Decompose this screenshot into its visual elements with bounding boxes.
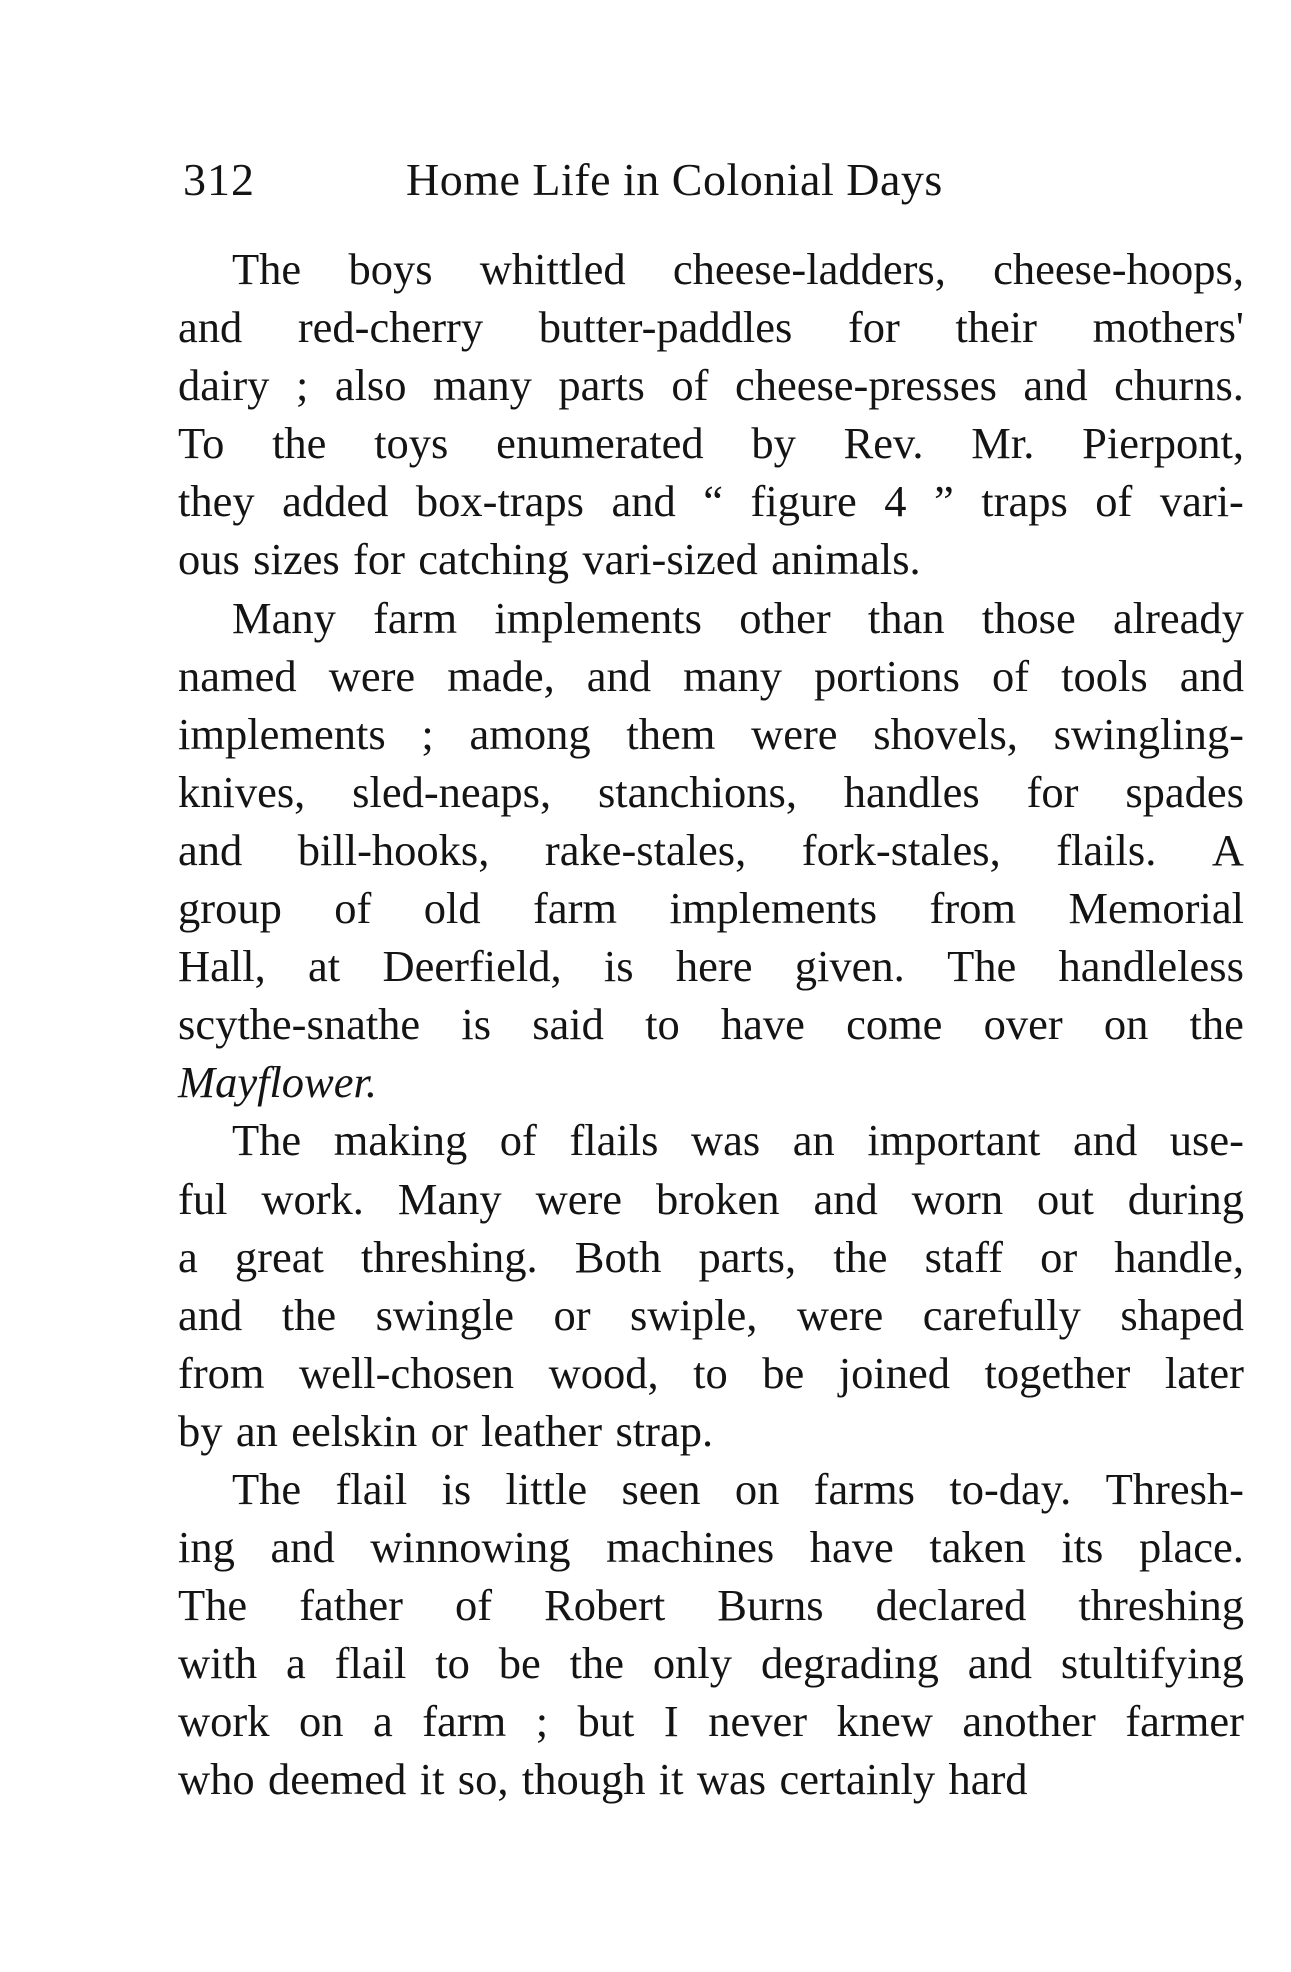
paragraph [178,1111,1244,1460]
paragraph [178,1460,1244,1809]
text-line: and red-cherry butter-paddles for their mothers' [178,302,1244,353]
text-line: The father of Robert Burns declared threshing [178,1580,1244,1631]
body-text [178,240,1244,1809]
page-number: 312 [183,154,255,205]
text-line: and bill-hooks, rake-stales, fork-stales, flails. A [178,824,1244,875]
text-line: Hall, at Deerfield, is here given. The handleless [178,941,1244,992]
text-line: scythe-snathe is said to have come over on the [178,999,1244,1050]
text-line: named were made, and many portions of tools and [178,650,1244,701]
paragraph [178,240,1244,589]
text-line: The flail is little seen on farms to-day. Thresh- [232,1463,1244,1514]
text-line: group of old farm implements from Memorial [178,883,1244,934]
text-line: ous sizes for catching vari-sized animals. [178,534,921,585]
text-line: and the swingle or swiple, were carefully shaped [178,1289,1244,1340]
text-line: with a flail to be the only degrading and stultifying [178,1638,1244,1689]
text-line: dairy ; also many parts of cheese-presses and churns. [178,360,1244,411]
text-line: ful work. Many were broken and worn out during [178,1173,1244,1224]
text-line: The making of flails was an important and use- [232,1115,1244,1166]
text-line: implements ; among them were shovels, swingling- [178,708,1244,759]
text-line: who deemed it so, though it was certainly hard [178,1754,1028,1805]
text-line: they added box-traps and “ figure 4 ” traps of vari- [178,476,1244,527]
text-line: Mayflower. [178,1057,377,1108]
paragraph [178,589,1244,1112]
text-line: Many farm implements other than those already [232,592,1244,643]
text-line: by an eelskin or leather strap. [178,1405,714,1456]
running-head [183,150,1043,210]
text-line: knives, sled-neaps, stanchions, handles for spades [178,766,1244,817]
text-line: a great threshing. Both parts, the staff or handle, [178,1231,1244,1282]
running-title: Home Life in Colonial Days [406,154,943,205]
text-line: The boys whittled cheese-ladders, cheese-hoops, [232,244,1244,294]
text-line: To the toys enumerated by Rev. Mr. Pierpont, [178,418,1244,469]
text-line: from well-chosen wood, to be joined together later [178,1347,1244,1398]
text-line: ing and winnowing machines have taken its place. [178,1522,1244,1573]
text-line: work on a farm ; but I never knew another farmer [178,1696,1244,1747]
